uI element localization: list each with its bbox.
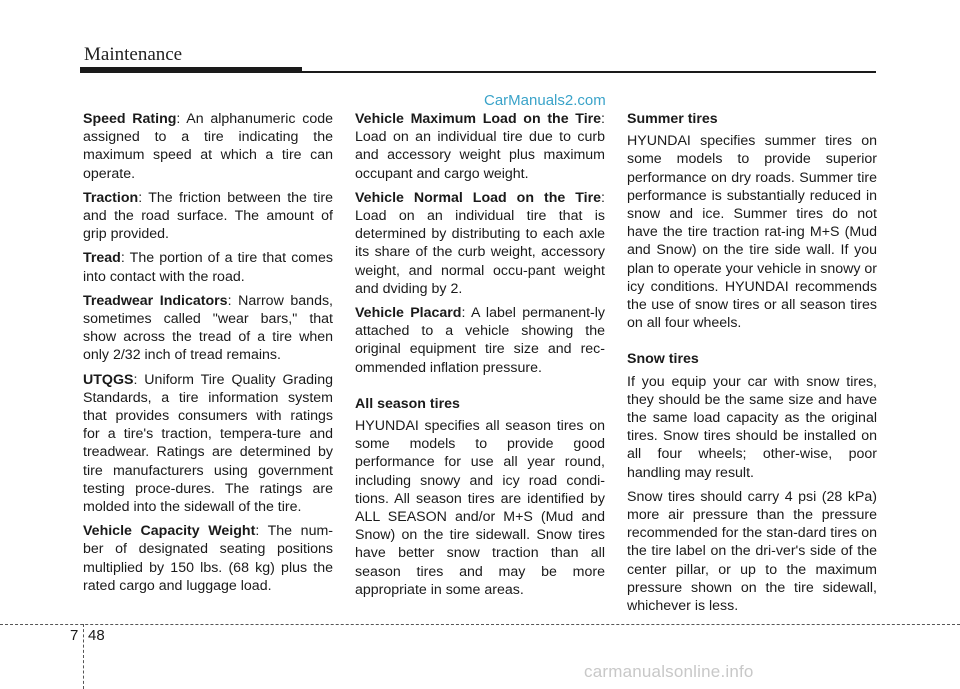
definition-paragraph [83,189,333,244]
definition-text: : Load on an individual tire that is determined by distributing to each axle its share of the curb weight, accessory weight, and normal occu-pant weight and dviding by 2. [355,189,605,297]
definition-term: Tread [83,250,121,267]
definition-term: Treadwear Indicators [83,292,228,309]
column-right [627,110,877,621]
definition-text: : Narrow bands, sometimes called "wear bars," that show across the tread of a tire when only 2/32 inch of tread remains. [83,292,333,364]
snow-paragraph: Snow tires should carry 4 psi (28 kPa) more air pressure than the pressure recommended for the stan-dard tires on the tire label on the dri-ver's side of the center pillar, or up to the maximum pressure shown on the tire sidewall, whichever is less. [627,488,877,615]
summer-paragraph: HYUNDAI specifies summer tires on some models to provide superior performance on dry roads. Summer tire performance is substantially reduced in snow and ice. Summer tires do not have the tire traction rat-ing M+S (Mud and Snow) on the tire side wall. If you plan to operate your vehicle in snowy or icy conditions. HYUNDAI recommends the use of snow tires or all season tires on all four wheels. [627,133,877,332]
definition-term: Vehicle Maximum Load on the Tire [355,111,602,127]
definition-text: : Uniform Tire Quality Grading Standards, a tire information system that provides consumers with ratings for a tire's traction, tempera-ture and treadwear. Ratings are determined by tire manufacturers using government testing proce-dures. The ratings are molded into the sidewall of the tire. [83,371,333,516]
footer-vertical-divider [83,624,84,689]
definition-text: : Load on an individual tire due to curb and accessory weight plus maximum occupant and cargo weight. [355,111,605,182]
header-rule-thin [300,71,876,73]
definition-text: : An alphanumeric code assigned to a tire indicating the maximum speed at which a tire can operate. [83,111,333,182]
definition-text: : A label permanent-ly attached to a vehicle showing the original equipment tire size and rec-ommended inflation pressure. [355,305,606,376]
snow-paragraph: If you equip your car with snow tires, they should be the same size and have the same load capacity as the original tires. Snow tires should be installed on all four wheels; other-wise, poor handling may result. [627,373,877,481]
all-season-heading: All season tires [355,395,460,412]
snow-heading: Snow tires [627,351,699,368]
definition-text: : The portion of a tire that comes into contact with the road. [83,250,333,285]
definition-term: Vehicle Placard [355,305,462,322]
definition-paragraph [83,110,333,183]
definition-paragraph [83,522,333,595]
definition-paragraph [355,304,605,377]
definition-term: Vehicle Capacity Weight [83,523,256,540]
definition-paragraph [83,371,333,517]
definition-paragraph [83,292,333,365]
definition-paragraph [355,110,605,183]
footer-divider [0,624,960,625]
definition-term: UTQGS [83,371,134,388]
column-left [83,110,333,601]
definition-paragraph [83,249,333,285]
header-rule-thick [80,67,302,73]
all-season-paragraph: HYUNDAI specifies all season tires on some models to provide good performance for use all year round, including snowy and icy road condi-tions. All season tires are identified by ALL SEASON and/or M+S (Mud and Snow) on the tire sidewall. Snow tires have better snow traction than all season tires and may be more appropriate in some areas. [355,418,605,598]
definition-term: Traction [83,189,139,206]
definition-term: Speed Rating [83,111,177,127]
definition-term: Vehicle Normal Load on the Tire [355,189,602,206]
definition-paragraph [355,189,605,298]
section-title: Maintenance [84,44,183,65]
watermark-top: CarManuals2.com [484,92,606,109]
watermark-bottom: carmanualsonline.info [584,662,754,681]
chapter-number: 7 [70,627,79,644]
summer-heading: Summer tires [627,111,718,127]
page-number: 48 [88,627,105,644]
definition-text: : The num-ber of designated seating positions multiplied by 150 lbs. (68 kg) plus the rated cargo and luggage load. [83,523,334,594]
definition-text: : The friction between the tire and the road surface. The amount of grip provided. [83,189,333,243]
column-middle [355,110,605,605]
